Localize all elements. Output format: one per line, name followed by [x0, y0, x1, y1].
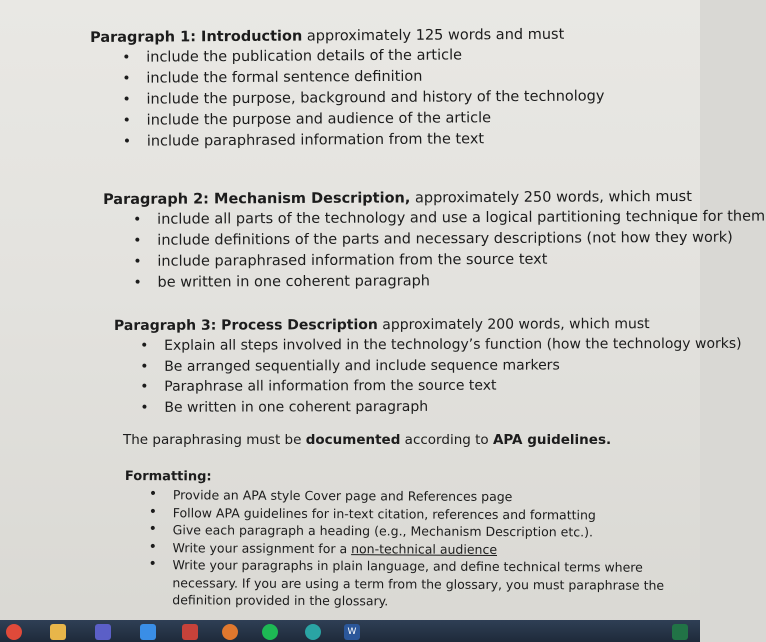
list-item-text: include the publication details of the article [146, 47, 463, 66]
paragraph-1-section [90, 24, 605, 153]
paragraph-2-label: Paragraph 2: Mechanism Description, [103, 190, 411, 208]
bullet-icon: • [133, 211, 142, 228]
paragraph-3-heading [114, 314, 742, 336]
paragraph-3-label: Paragraph 3: Process Description [114, 317, 378, 334]
list-item [148, 556, 692, 611]
word-icon[interactable] [344, 624, 360, 640]
apa-note-text: The paraphrasing must be [123, 432, 306, 448]
list-item-text: include the formal sentence definition [146, 68, 423, 87]
paragraph-2-requirement: approximately 250 words, which must [410, 188, 692, 207]
edge-icon[interactable] [305, 624, 321, 640]
bullet-icon: • [133, 232, 142, 249]
list-item-text: Be written in one coherent paragraph [164, 398, 429, 416]
list-item [140, 354, 742, 377]
list-item [133, 270, 765, 294]
word-letter: W [347, 627, 357, 637]
mail-icon[interactable] [182, 624, 198, 640]
bullet-icon: • [148, 556, 157, 573]
bullet-icon: • [140, 378, 149, 395]
paragraph-2-section [103, 187, 765, 294]
paragraph-1-label: Paragraph 1: Introduction [90, 28, 303, 46]
list-item-text: include all parts of the technology and use a logical partitioning technique for them [157, 208, 766, 228]
list-item-text: Explain all steps involved in the technology’s function (how the technology works) [164, 335, 742, 354]
formatting-section [124, 468, 693, 611]
list-item-text: include the purpose and audience of the article [146, 110, 492, 129]
list-item [140, 375, 742, 398]
list-item [140, 334, 742, 357]
list-item-text: Write your paragraphs in plain language, and define technical terms where necessary. If you are using a term from the glossary, you must paraphrase the definition provided in the glossary. [172, 557, 665, 609]
list-item-text: Be arranged sequentially and include sequence markers [164, 356, 560, 375]
list-item-text: be written in one coherent paragraph [157, 273, 431, 291]
store-icon[interactable] [140, 624, 156, 640]
excel-icon[interactable] [672, 624, 688, 640]
list-item [122, 128, 605, 152]
list-item-text: include paraphrased information from the source text [157, 251, 548, 270]
bullet-icon: • [122, 133, 132, 150]
paragraph-3-section [114, 314, 742, 418]
paragraph-3-list [140, 334, 742, 418]
bullet-icon: • [148, 486, 158, 503]
bullet-icon: • [148, 521, 157, 538]
bullet-icon: • [148, 538, 157, 555]
apa-note-text: according to [400, 432, 493, 448]
bullet-icon: • [140, 337, 149, 354]
paragraph-2-list [133, 207, 766, 294]
apa-note-emphasis: APA guidelines. [492, 432, 612, 448]
list-item-text: include definitions of the parts and necessary descriptions (not how they work) [157, 229, 733, 249]
bullet-icon: • [133, 274, 142, 291]
list-item-text: Write your assignment for a [172, 539, 352, 556]
list-item [140, 395, 742, 418]
bullet-icon: • [140, 358, 149, 375]
bullet-icon: • [122, 112, 131, 129]
paragraph-1-requirement: approximately 125 words and must [302, 26, 565, 45]
chrome-icon[interactable] [6, 624, 22, 640]
bullet-icon: • [122, 70, 131, 87]
bullet-icon: • [122, 91, 131, 108]
paragraph-1-list [122, 44, 605, 152]
bullet-icon: • [133, 253, 142, 270]
list-item-text: include the purpose, background and history of the technology [146, 88, 605, 108]
apa-note-emphasis: documented [305, 432, 401, 448]
formatting-list [148, 486, 693, 611]
bullet-icon: • [148, 503, 158, 520]
bullet-icon: • [122, 49, 131, 66]
paragraph-3-requirement: approximately 200 words, which must [377, 316, 650, 334]
list-item-text: Follow APA guidelines for in-text citation, references and formatting [172, 504, 596, 522]
file-explorer-icon[interactable] [50, 624, 66, 640]
bullet-icon: • [140, 399, 149, 416]
firefox-icon[interactable] [222, 624, 238, 640]
spotify-icon[interactable] [262, 624, 278, 640]
list-item-text: Paraphrase all information from the source text [164, 377, 497, 395]
apa-note [123, 432, 611, 448]
teams-icon[interactable] [95, 624, 111, 640]
formatting-heading: Formatting: [124, 469, 212, 485]
list-item-text: include paraphrased information from the text [146, 131, 485, 150]
list-item-text: Provide an APA style Cover page and References page [172, 487, 513, 505]
taskbar [0, 620, 700, 642]
list-item-text: Give each paragraph a heading (e.g., Mechanism Description etc.). [172, 522, 593, 540]
non-technical-audience-link[interactable]: non-technical audience [351, 540, 498, 557]
